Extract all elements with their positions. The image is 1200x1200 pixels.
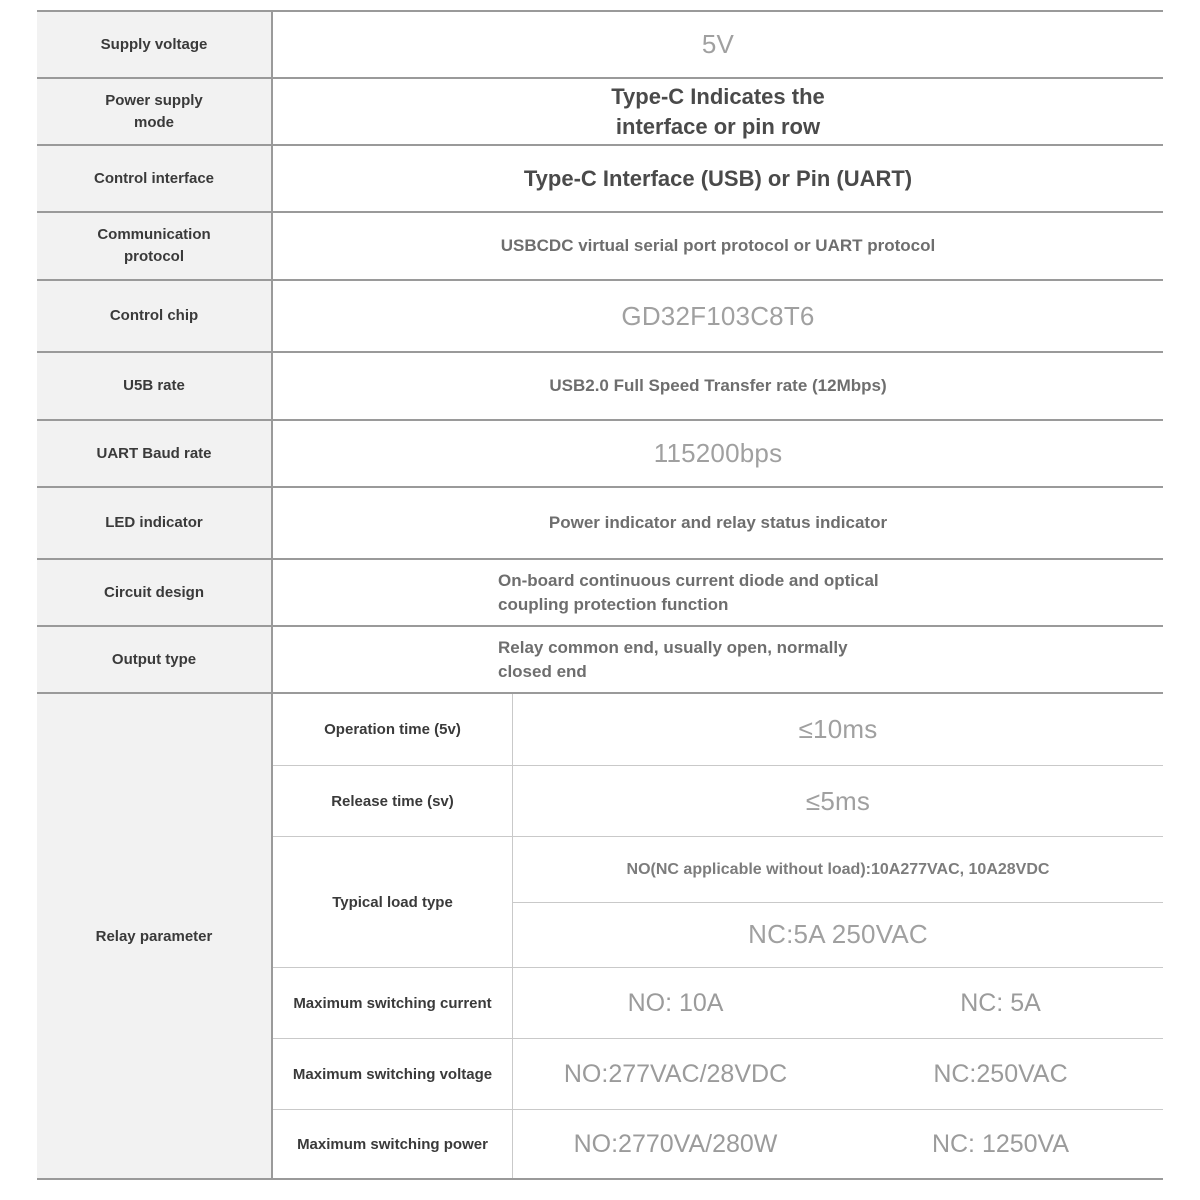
row-value (513, 1039, 1163, 1109)
row-value (273, 281, 1163, 351)
row-value (273, 12, 1163, 77)
row-label: LED indicator (37, 488, 273, 558)
row-value-text: NO(NC applicable without load):10A277VAC, 10A28VDC (626, 860, 1050, 878)
row-label: Maximum switching power (273, 1110, 513, 1178)
row-value-text: 115200bps (653, 438, 783, 468)
row-value-nc: NC:250VAC (933, 1059, 1068, 1088)
table-row (273, 837, 1163, 968)
row-value-no: NO:2770VA/280W (573, 1129, 778, 1158)
row-value (273, 421, 1163, 486)
table-row (273, 1110, 1163, 1180)
row-value-nc: NC: 5A (960, 988, 1041, 1017)
row-value (513, 968, 1163, 1038)
row-value-no: NO:277VAC/28VDC (563, 1059, 788, 1088)
table-row (37, 488, 1163, 560)
row-value-text: NC:5A 250VAC (748, 919, 928, 950)
table-row (37, 12, 1163, 79)
row-value-no: NO: 10A (627, 988, 724, 1017)
row-value (513, 766, 1163, 836)
table-row (37, 146, 1163, 213)
row-value (273, 353, 1163, 419)
row-label: Operation time (5v) (273, 694, 513, 765)
relay-parameter-label: Relay parameter (37, 694, 273, 1180)
row-value-nc: NC: 1250VA (931, 1129, 1070, 1158)
row-value (273, 213, 1163, 279)
row-value-text: Type-C Indicates the interface or pin row (611, 83, 825, 139)
row-value-text: Relay common end, usually open, normally closed end (498, 637, 848, 681)
row-label: UART Baud rate (37, 421, 273, 486)
row-value (273, 627, 1163, 692)
row-value-text: USB2.0 Full Speed Transfer rate (12Mbps) (549, 376, 887, 396)
row-label: Supply voltage (37, 12, 273, 77)
row-value-text: 5V (701, 29, 735, 59)
table-row (273, 1039, 1163, 1110)
row-label: U5B rate (37, 353, 273, 419)
row-label: Circuit design (37, 560, 273, 625)
row-label: Power supply mode (37, 79, 273, 144)
relay-parameter-section (37, 694, 1163, 1180)
table-row (273, 766, 1163, 837)
row-label: Control interface (37, 146, 273, 211)
row-value (273, 146, 1163, 211)
row-label: Release time (sv) (273, 766, 513, 836)
load-type-line-1 (513, 837, 1163, 903)
row-value (273, 488, 1163, 558)
row-label: Maximum switching current (273, 968, 513, 1038)
table-row (37, 79, 1163, 146)
row-value (273, 560, 1163, 625)
row-label: Maximum switching voltage (273, 1039, 513, 1109)
row-value-text: Type-C Interface (USB) or Pin (UART) (523, 165, 913, 191)
row-value-text: GD32F103C8T6 (621, 300, 815, 331)
row-label: Communication protocol (37, 213, 273, 279)
row-value-text: ≤10ms (798, 714, 878, 744)
table-row (273, 694, 1163, 766)
row-label: Output type (37, 627, 273, 692)
table-row (37, 353, 1163, 421)
row-value (513, 1110, 1163, 1178)
row-label: Typical load type (273, 837, 513, 967)
row-value-text: USBCDC virtual serial port protocol or UART protocol (500, 236, 936, 256)
typical-load-values (513, 837, 1163, 967)
table-row (37, 281, 1163, 353)
load-type-line-2 (513, 903, 1163, 968)
table-row (273, 968, 1163, 1039)
row-value (273, 79, 1163, 144)
row-value (513, 694, 1163, 765)
row-value-text: Power indicator and relay status indicator (548, 513, 888, 533)
table-row (37, 421, 1163, 488)
table-row (37, 213, 1163, 281)
specification-table (37, 10, 1163, 1180)
row-label: Control chip (37, 281, 273, 351)
relay-parameter-rows (273, 694, 1163, 1180)
row-value-text: ≤5ms (805, 785, 871, 816)
row-value-text: On-board continuous current diode and optical coupling protection function (498, 570, 879, 614)
table-row (37, 560, 1163, 627)
table-row (37, 627, 1163, 694)
